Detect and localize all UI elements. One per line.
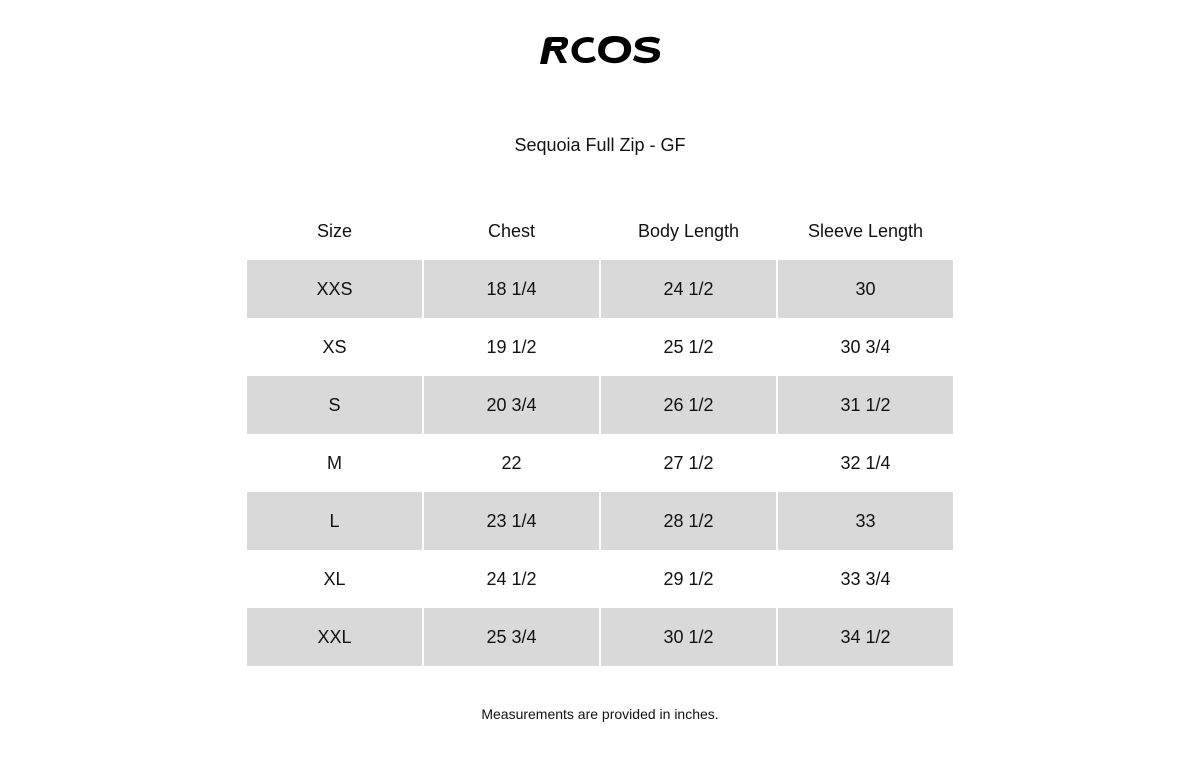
table-row [247,608,953,666]
table-row [247,318,953,376]
body-length-cell: 28 1/2 [601,492,776,550]
size-cell: XL [323,568,346,589]
size-cell: XXS [247,260,422,318]
header-sleeve-length: Sleeve Length [807,220,924,241]
size-cell: M [327,452,342,473]
chest-cell: 20 3/4 [424,376,599,434]
table-row [247,434,953,492]
chest-cell: 19 1/2 [486,336,537,357]
chest-cell: 18 1/4 [424,260,599,318]
header-size: Size [316,220,352,241]
header-body-length: Body Length [637,220,740,241]
sleeve-length-cell: 30 3/4 [840,336,891,357]
measurement-footnote: Measurements are provided in inches. [481,706,719,722]
sleeve-length-cell: 32 1/4 [840,452,891,473]
size-cell: XS [322,336,347,357]
table-header-row [247,202,953,260]
brand-logo [536,32,664,68]
table-row [247,376,953,434]
chest-cell: 22 [501,452,522,473]
table-row [247,260,953,318]
sleeve-length-cell: 33 [778,492,953,550]
body-length-cell: 29 1/2 [663,568,714,589]
sleeve-length-cell: 34 1/2 [778,608,953,666]
chest-cell: 24 1/2 [486,568,537,589]
size-cell: S [247,376,422,434]
sleeve-length-cell: 33 3/4 [840,568,891,589]
sleeve-length-cell: 31 1/2 [778,376,953,434]
table-row [247,492,953,550]
table-row [247,550,953,608]
body-length-cell: 25 1/2 [663,336,714,357]
body-length-cell: 26 1/2 [601,376,776,434]
chest-cell: 23 1/4 [424,492,599,550]
size-chart-table [247,202,953,666]
sleeve-length-cell: 30 [778,260,953,318]
body-length-cell: 24 1/2 [601,260,776,318]
product-title: Sequoia Full Zip - GF [514,135,686,155]
chest-cell: 25 3/4 [424,608,599,666]
body-length-cell: 30 1/2 [601,608,776,666]
header-chest: Chest [487,220,536,241]
body-length-cell: 27 1/2 [663,452,714,473]
size-cell: L [247,492,422,550]
size-cell: XXL [247,608,422,666]
